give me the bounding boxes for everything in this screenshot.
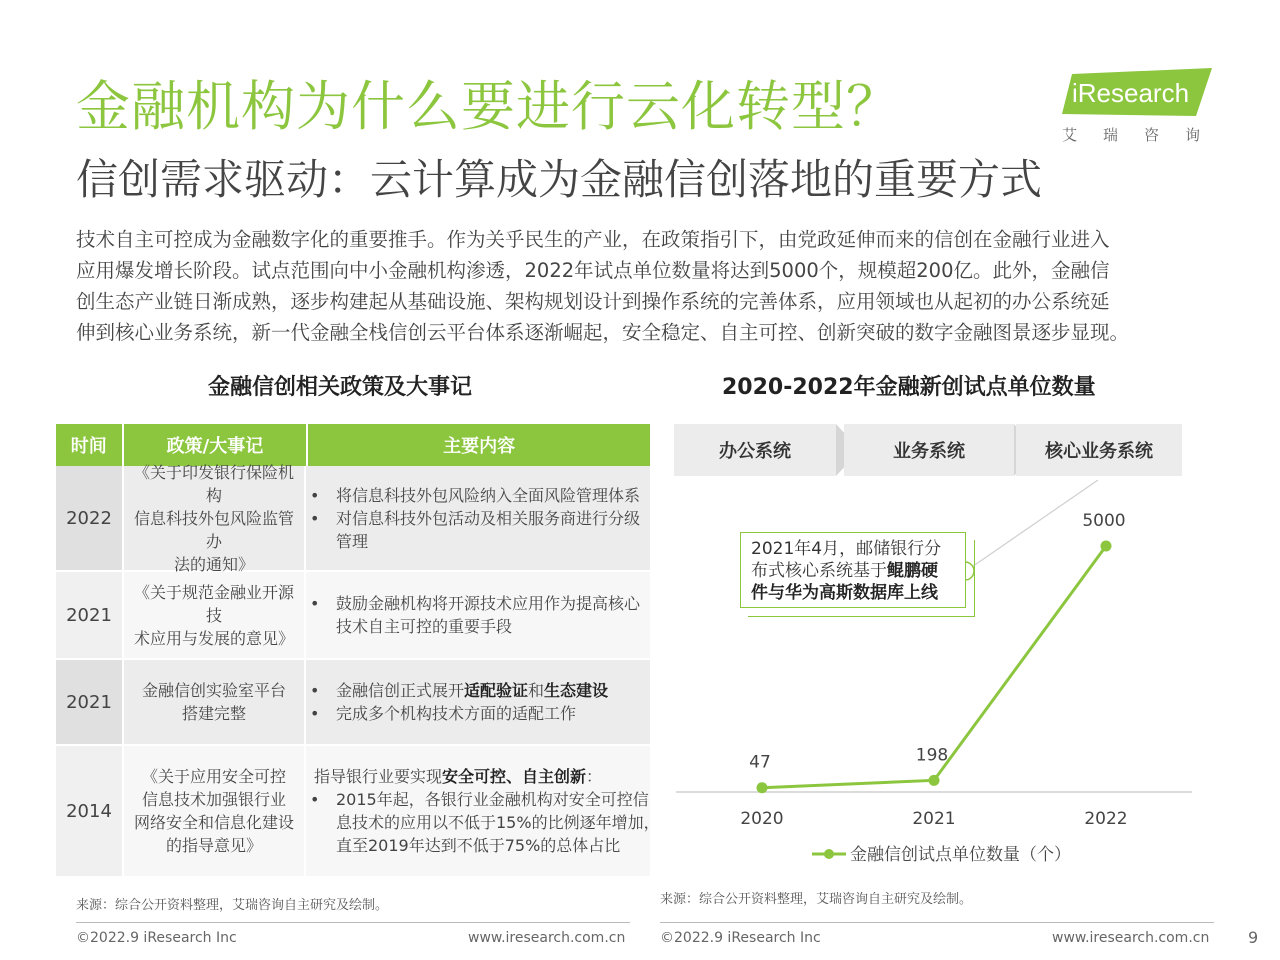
content-line: 鼓励金融机构将开源技术应用作为提高核心 bbox=[336, 594, 641, 613]
footer-divider-left bbox=[76, 922, 630, 923]
content-line: 技术自主可控的重要手段 bbox=[336, 617, 513, 636]
bullet-dot bbox=[310, 530, 336, 553]
intro-line: 伸到核心业务系统，新一代金融全栈信创云平台体系逐渐崛起，安全稳定、自主可控、创新突破的数字金融图景逐步显现。 bbox=[76, 321, 1130, 344]
bullet-dot: • bbox=[310, 790, 320, 809]
content-line: 管理 bbox=[336, 531, 369, 551]
bullet-dot: • bbox=[310, 508, 320, 528]
bullet-dot bbox=[310, 834, 336, 857]
header-time: 时间 bbox=[56, 424, 124, 466]
data-point bbox=[929, 775, 940, 786]
footer-url[interactable]: www.iresearch.com.cn bbox=[1052, 930, 1210, 946]
policy-line: 网络安全和信息化建设 bbox=[133, 813, 294, 832]
row-content bbox=[306, 466, 650, 570]
policy-line: 的指导意见》 bbox=[165, 836, 262, 855]
x-tick-label: 2020 bbox=[740, 809, 784, 829]
intro-paragraph bbox=[76, 224, 1226, 348]
page-title: 金融机构为什么要进行云化转型？ bbox=[76, 75, 901, 138]
row-policy bbox=[122, 572, 306, 658]
bullet-dot: • bbox=[310, 681, 320, 700]
table-row bbox=[56, 462, 650, 574]
header-content: 主要内容 bbox=[443, 436, 516, 457]
footer-copyright: ©2022.9 iResearch Inc bbox=[660, 930, 821, 946]
policy-table-title: 金融信创相关政策及大事记 bbox=[208, 375, 473, 400]
callout-line: 布式核心系统基于鲲鹏硬 bbox=[751, 561, 938, 581]
row-year: 2021 bbox=[56, 572, 122, 658]
row-content bbox=[306, 660, 650, 744]
content-line: 金融信创正式展开适配验证和生态建设 bbox=[336, 681, 609, 700]
data-label: 198 bbox=[915, 745, 949, 766]
row-year: 2021 bbox=[56, 660, 122, 744]
bullet-dot bbox=[310, 615, 336, 638]
row-policy bbox=[122, 462, 306, 574]
callout-line: 2021年4月，邮储银行分 bbox=[751, 539, 942, 559]
right-source-note: 来源：综合公开资料整理，艾瑞咨询自主研究及绘制。 bbox=[660, 892, 973, 907]
x-tick-label: 2022 bbox=[1084, 809, 1128, 829]
policy-line: 《关于应用安全可控 bbox=[141, 767, 286, 786]
row-year: 2022 bbox=[56, 466, 122, 570]
policy-line: 搭建完整 bbox=[181, 704, 246, 723]
row-year: 2014 bbox=[56, 746, 122, 876]
content-line: 将信息科技外包风险纳入全面风险管理体系 bbox=[336, 485, 641, 505]
step-office-system: 办公系统 bbox=[674, 424, 836, 476]
left-source-note: 来源：综合公开资料整理，艾瑞咨询自主研究及绘制。 bbox=[76, 898, 389, 913]
row-content bbox=[306, 572, 650, 658]
milestone-callout bbox=[740, 532, 966, 608]
bullet-dot: • bbox=[310, 594, 320, 613]
legend-marker bbox=[824, 849, 834, 859]
page-subtitle: 信创需求驱动：云计算成为金融信创落地的重要方式 bbox=[76, 155, 1043, 204]
policy-table bbox=[56, 424, 660, 878]
table-row bbox=[56, 746, 660, 878]
intro-line: 应用爆发增长阶段。试点范围向中小金融机构渗透，2022年试点单位数量将达到5000个，规模超200亿。此外，金融信 bbox=[76, 259, 1110, 282]
bullet-dot bbox=[310, 811, 336, 834]
policy-line: 术应用与发展的意见》 bbox=[133, 628, 294, 648]
policy-line: 《关于规范金融业开源技 bbox=[133, 582, 294, 625]
step-business-system: 业务系统 bbox=[844, 424, 1014, 476]
system-progression bbox=[674, 424, 1182, 476]
x-tick-label: 2021 bbox=[912, 809, 956, 829]
callout-line: 件与华为高斯数据库上线 bbox=[751, 583, 938, 603]
policy-line: 法的通知》 bbox=[173, 554, 254, 574]
policy-line: 《关于印发银行保险机构 bbox=[133, 462, 294, 505]
data-label: 5000 bbox=[1082, 511, 1126, 531]
policy-line: 金融信创实验室平台 bbox=[141, 681, 286, 700]
page-number: 9 bbox=[1248, 928, 1259, 947]
logo-cn-name: 艾瑞咨询 bbox=[1062, 126, 1227, 144]
table-row bbox=[56, 660, 650, 746]
content-line: 息技术的应用以不低于15%的比例逐年增加， bbox=[336, 813, 660, 832]
row-content bbox=[306, 746, 660, 876]
bullet-dot: • bbox=[310, 704, 320, 723]
iresearch-logo bbox=[1058, 68, 1227, 148]
header-policy: 政策/大事记 bbox=[124, 424, 309, 466]
footer-divider-right bbox=[660, 922, 1214, 923]
policy-line: 信息科技外包风险监管办 bbox=[133, 508, 294, 551]
chart-title: 2020-2022年金融新创试点单位数量 bbox=[722, 375, 1096, 400]
bullet-dot: • bbox=[310, 485, 320, 505]
logo-wordmark: iResearch bbox=[1072, 78, 1190, 108]
intro-line: 技术自主可控成为金融数字化的重要推手。作为关乎民生的产业，在政策指引下，由党政延伸而来的信创在金融行业进入 bbox=[76, 228, 1110, 251]
data-point bbox=[1101, 541, 1112, 552]
content-line: 直至2019年达到不低于75%的总体占比 bbox=[336, 836, 621, 855]
footer-copyright: ©2022.9 iResearch Inc bbox=[76, 930, 237, 946]
content-lead: 指导银行业要实现安全可控、自主创新： bbox=[314, 767, 603, 786]
intro-line: 创生态产业链日渐成熟，逐步构建起从基础设施、架构规划设计到操作系统的完善体系，应用领域也从起初的办公系统延 bbox=[76, 290, 1110, 313]
content-line: 完成多个机构技术方面的适配工作 bbox=[336, 704, 577, 723]
row-policy bbox=[122, 660, 306, 744]
footer-url[interactable]: www.iresearch.com.cn bbox=[468, 930, 626, 946]
content-line: 对信息科技外包活动及相关服务商进行分级 bbox=[336, 508, 641, 528]
legend-label: 金融信创试点单位数量（个） bbox=[850, 845, 1071, 865]
callout-leader-line bbox=[966, 480, 1098, 571]
policy-line: 信息技术加强银行业 bbox=[141, 790, 286, 809]
data-label: 47 bbox=[749, 752, 771, 773]
step-core-business-system: 核心业务系统 bbox=[1016, 424, 1182, 476]
row-policy bbox=[122, 746, 306, 876]
data-point bbox=[757, 782, 768, 793]
content-line: 2015年起，各银行业金融机构对安全可控信 bbox=[336, 790, 649, 809]
table-row bbox=[56, 572, 650, 660]
